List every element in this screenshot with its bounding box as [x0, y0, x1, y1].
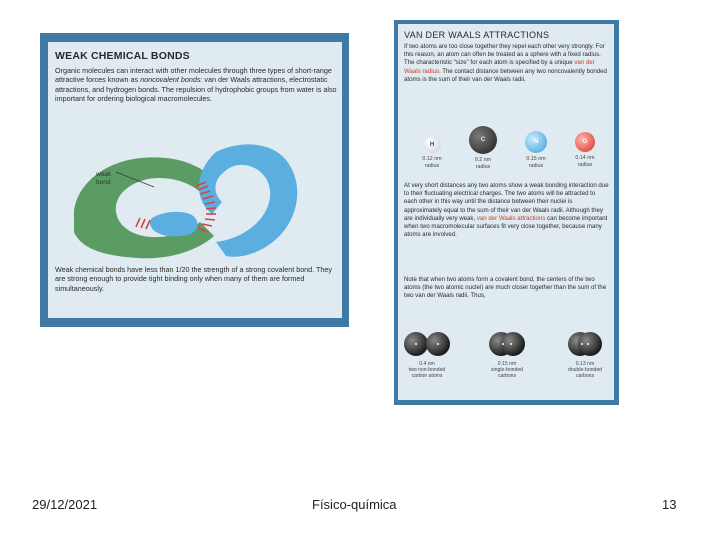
non-bonded-caption	[402, 361, 452, 380]
vdw-paragraph-1	[404, 43, 610, 84]
atom-radii-row	[398, 126, 614, 186]
carbon-radius-value: 0.2 nm	[474, 157, 492, 163]
left-panel-intro	[55, 66, 337, 104]
pair-non-bonded	[402, 329, 452, 380]
intro-text-b: van der Waals attractions, electrostatic attractions, and hydrogen bonds. The repulsion of hydrophobic groups from water is also important for ordering biological macromolecules.	[55, 75, 337, 104]
carbon-pairs-row	[398, 329, 614, 399]
blue-molecule-lower	[150, 212, 198, 237]
left-panel-title: WEAK CHEMICAL BONDS	[55, 50, 190, 62]
pair-double-bonded	[560, 329, 610, 380]
nitrogen-atom-sphere: N	[525, 131, 547, 153]
van-der-waals-panel-body	[398, 24, 614, 400]
green-molecule-shape	[74, 157, 214, 258]
right-panel-title: VAN DER WAALS ATTRACTIONS	[404, 30, 550, 40]
intro-text-a: Organic molecules can interact with other molecules through three types of short-range attractive forces known as	[55, 66, 332, 85]
double-bonded-label: double-bonded carbons	[568, 367, 602, 380]
non-bonded-distance: 0.4 nm	[419, 361, 435, 367]
atom-hydrogen	[410, 126, 454, 169]
nitrogen-radius-value: 0.15 nm	[526, 156, 546, 162]
single-bonded-carbons-image	[482, 329, 532, 359]
hydrogen-atom-sphere: H	[424, 136, 441, 153]
double-bonded-caption	[560, 361, 610, 380]
footer-page-number: 13	[662, 497, 677, 512]
single-bonded-distance: 0.15 nm	[497, 361, 517, 367]
vdw-paragraph-2	[404, 182, 610, 239]
oxygen-radius-unit: radius	[577, 161, 593, 168]
intro-text-emphasis: noncovalent bonds:	[140, 75, 203, 85]
van-der-waals-panel	[394, 20, 619, 405]
atom-nitrogen	[514, 126, 558, 169]
single-bonded-caption	[482, 361, 532, 380]
weak-chemical-bonds-panel-body	[48, 42, 342, 318]
non-bonded-carbons-image	[402, 329, 452, 359]
hydrogen-radius	[410, 156, 454, 169]
double-bonded-distance: 0.13 nm	[575, 361, 595, 367]
blue-molecule-shape	[199, 144, 297, 256]
footer-subject: Físico-química	[312, 497, 397, 512]
nitrogen-radius-unit: radius	[528, 162, 544, 169]
vdw-p2-highlight: van der Waals attractions	[476, 214, 546, 222]
atom-oxygen	[563, 126, 607, 168]
oxygen-radius-value: 0.14 nm	[575, 155, 595, 161]
vdw-paragraph-3: Note that when two atoms form a covalent bond, the centers of the two atoms (the two atomic nuclei) are much closer together than the sum of the two van der Waals radii. Thus,	[404, 276, 607, 300]
left-panel-footer-text: Weak chemical bonds have less than 1/20 the strength of a strong covalent bond. They are strong enough to provide tight binding only when many of them are formed simultaneously.	[55, 265, 333, 293]
hydrogen-radius-unit: radius	[424, 162, 440, 169]
pair-single-bonded	[482, 329, 532, 380]
vdw-p2-text-b: can become important when two macromolecular surfaces fit very close together, because many atoms are involved.	[404, 214, 608, 239]
single-bonded-label: single-bonded carbons	[490, 367, 523, 380]
carbon-radius-unit: radius	[475, 163, 491, 170]
weak-chemical-bonds-panel	[40, 33, 349, 327]
vdw-p1-text-a: If two atoms are too close together they repel each other very strongly. For this reason, an atom can often be treated as a sphere with a fixed radius. The characteristic “size” for each atom is specified by a unique	[404, 43, 605, 67]
atom-carbon	[461, 126, 505, 170]
hydrogen-radius-value: 0.12 nm	[422, 156, 442, 162]
vdw-p2-text-a: At very short distances any two atoms show a weak bonding interaction due to their fluctuating electrical charges. The two atoms will be attracted to each other in this way until the distance between their nuclei is approximately equal to the sum of their van der Waals radii. Although they are individually very weak,	[404, 182, 609, 222]
vdw-p1-text-b: The contact distance between any two noncovalently bonded atoms is the sum of their van der Waals radii.	[404, 67, 607, 83]
non-bonded-label: two non-bonded carbon atoms	[408, 367, 446, 380]
oxygen-radius	[563, 155, 607, 168]
carbon-radius	[461, 157, 505, 170]
molecule-binding-diagram	[66, 142, 316, 262]
double-bonded-carbons-image	[560, 329, 610, 359]
vdw-p1-highlight: van der Waals radius.	[404, 59, 595, 75]
footer-date: 29/12/2021	[32, 497, 98, 512]
oxygen-atom-sphere: O	[575, 132, 595, 152]
nitrogen-radius	[514, 156, 558, 169]
carbon-atom-sphere: C	[469, 126, 497, 154]
weak-bond-label: weak bond	[96, 171, 112, 186]
